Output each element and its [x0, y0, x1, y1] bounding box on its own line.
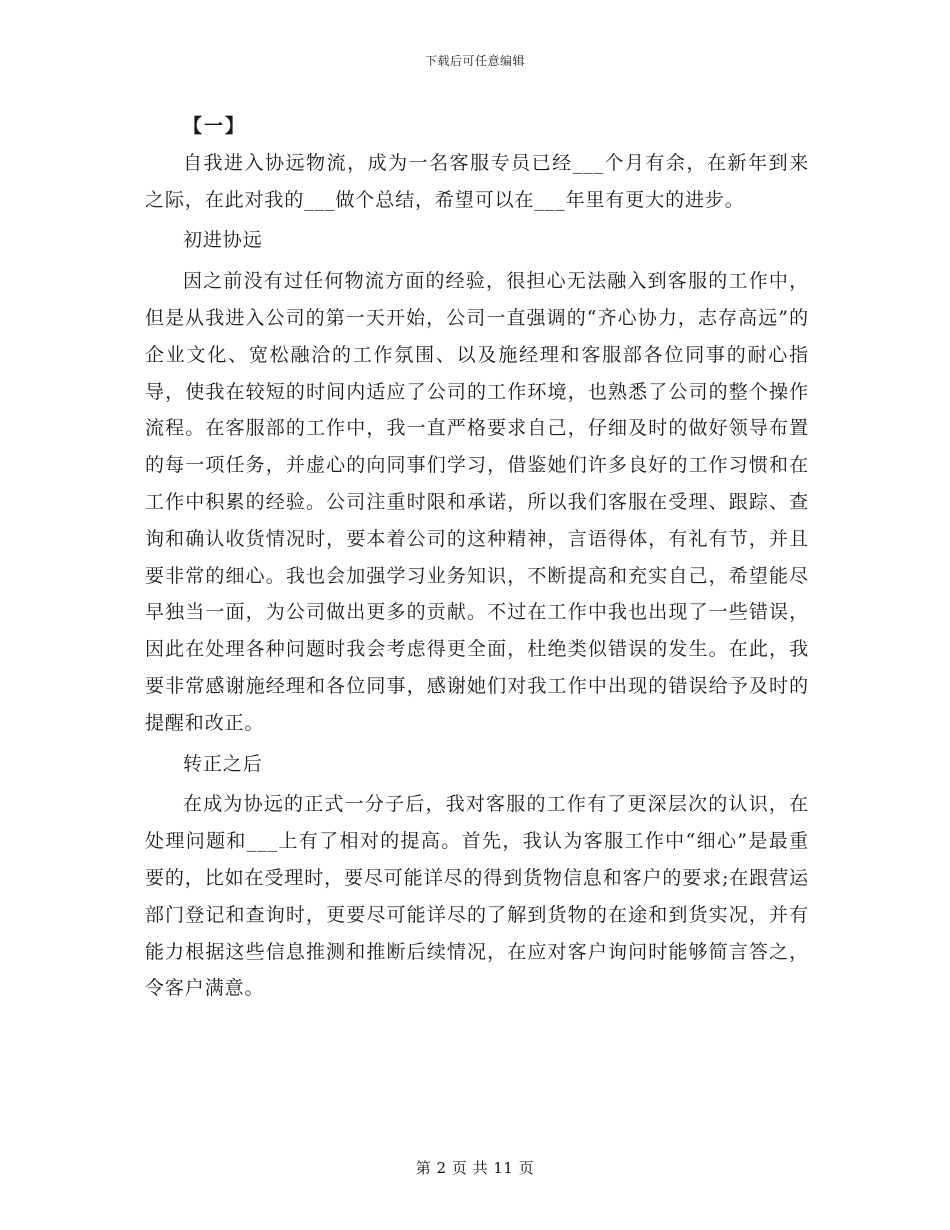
- section-heading-after-regularization: 转正之后: [183, 752, 263, 775]
- intro-paragraph: 自我进入协远物流，成为一名客服专员已经___个月有余，在新年到来之际，在此对我的___做个总结，希望可以在___年里有更大的进步。: [145, 151, 809, 211]
- section-mark: 【一】: [183, 115, 247, 137]
- document-body: [145, 108, 809, 1007]
- body-paragraph-initial: 因之前没有过任何物流方面的经验，很担心无法融入到客服的工作中，但是从我进入公司的第一天开始，公司一直强调的“齐心协力，志存高远”的企业文化、宽松融洽的工作氛围、以及施经理和客服部各位同事的耐心指导，使我在较短的时间内适应了公司的工作环境，也熟悉了公司的整个操作流程。在客服部的工作中，我一直严格要求自己，仔细及时的做好领导布置的每一项任务，并虚心的向同事们学习，借鉴她们许多良好的工作习惯和在工作中积累的经验。公司注重时限和承诺，所以我们客服在受理、跟踪、查询和确认收货情况时，要本着公司的这种精神，言语得体，有礼有节，并且要非常的细心。我也会加强学习业务知识，不断提高和充实自己，希望能尽早独当一面，为公司做出更多的贡献。不过在工作中我也出现了一些错误，因此在处理各种问题时我会考虑得更全面，杜绝类似错误的发生。在此，我要非常感谢施经理和各位同事，感谢她们对我工作中出现的错误给予及时的提醒和改正。: [145, 270, 809, 734]
- page-number: 第 2 页 共 11 页: [415, 1159, 535, 1177]
- section-heading-initial: 初进协远: [183, 229, 263, 252]
- page-header: 下载后可任意编辑: [424, 54, 525, 68]
- body-paragraph-after-regularization: 在成为协远的正式一分子后，我对客服的工作有了更深层次的认识，在处理问题和___上有了相对的提高。首先，我认为客服工作中“细心”是最重要的，比如在受理时，要尽可能详尽的得到货物信息和客户的要求;在跟营运部门登记和查询时，更要尽可能详尽的了解到货物的在途和到货实况，并有能力根据这些信息推测和推断后续情况，在应对客户询问时能够简言答之，令客户满意。: [145, 793, 810, 1000]
